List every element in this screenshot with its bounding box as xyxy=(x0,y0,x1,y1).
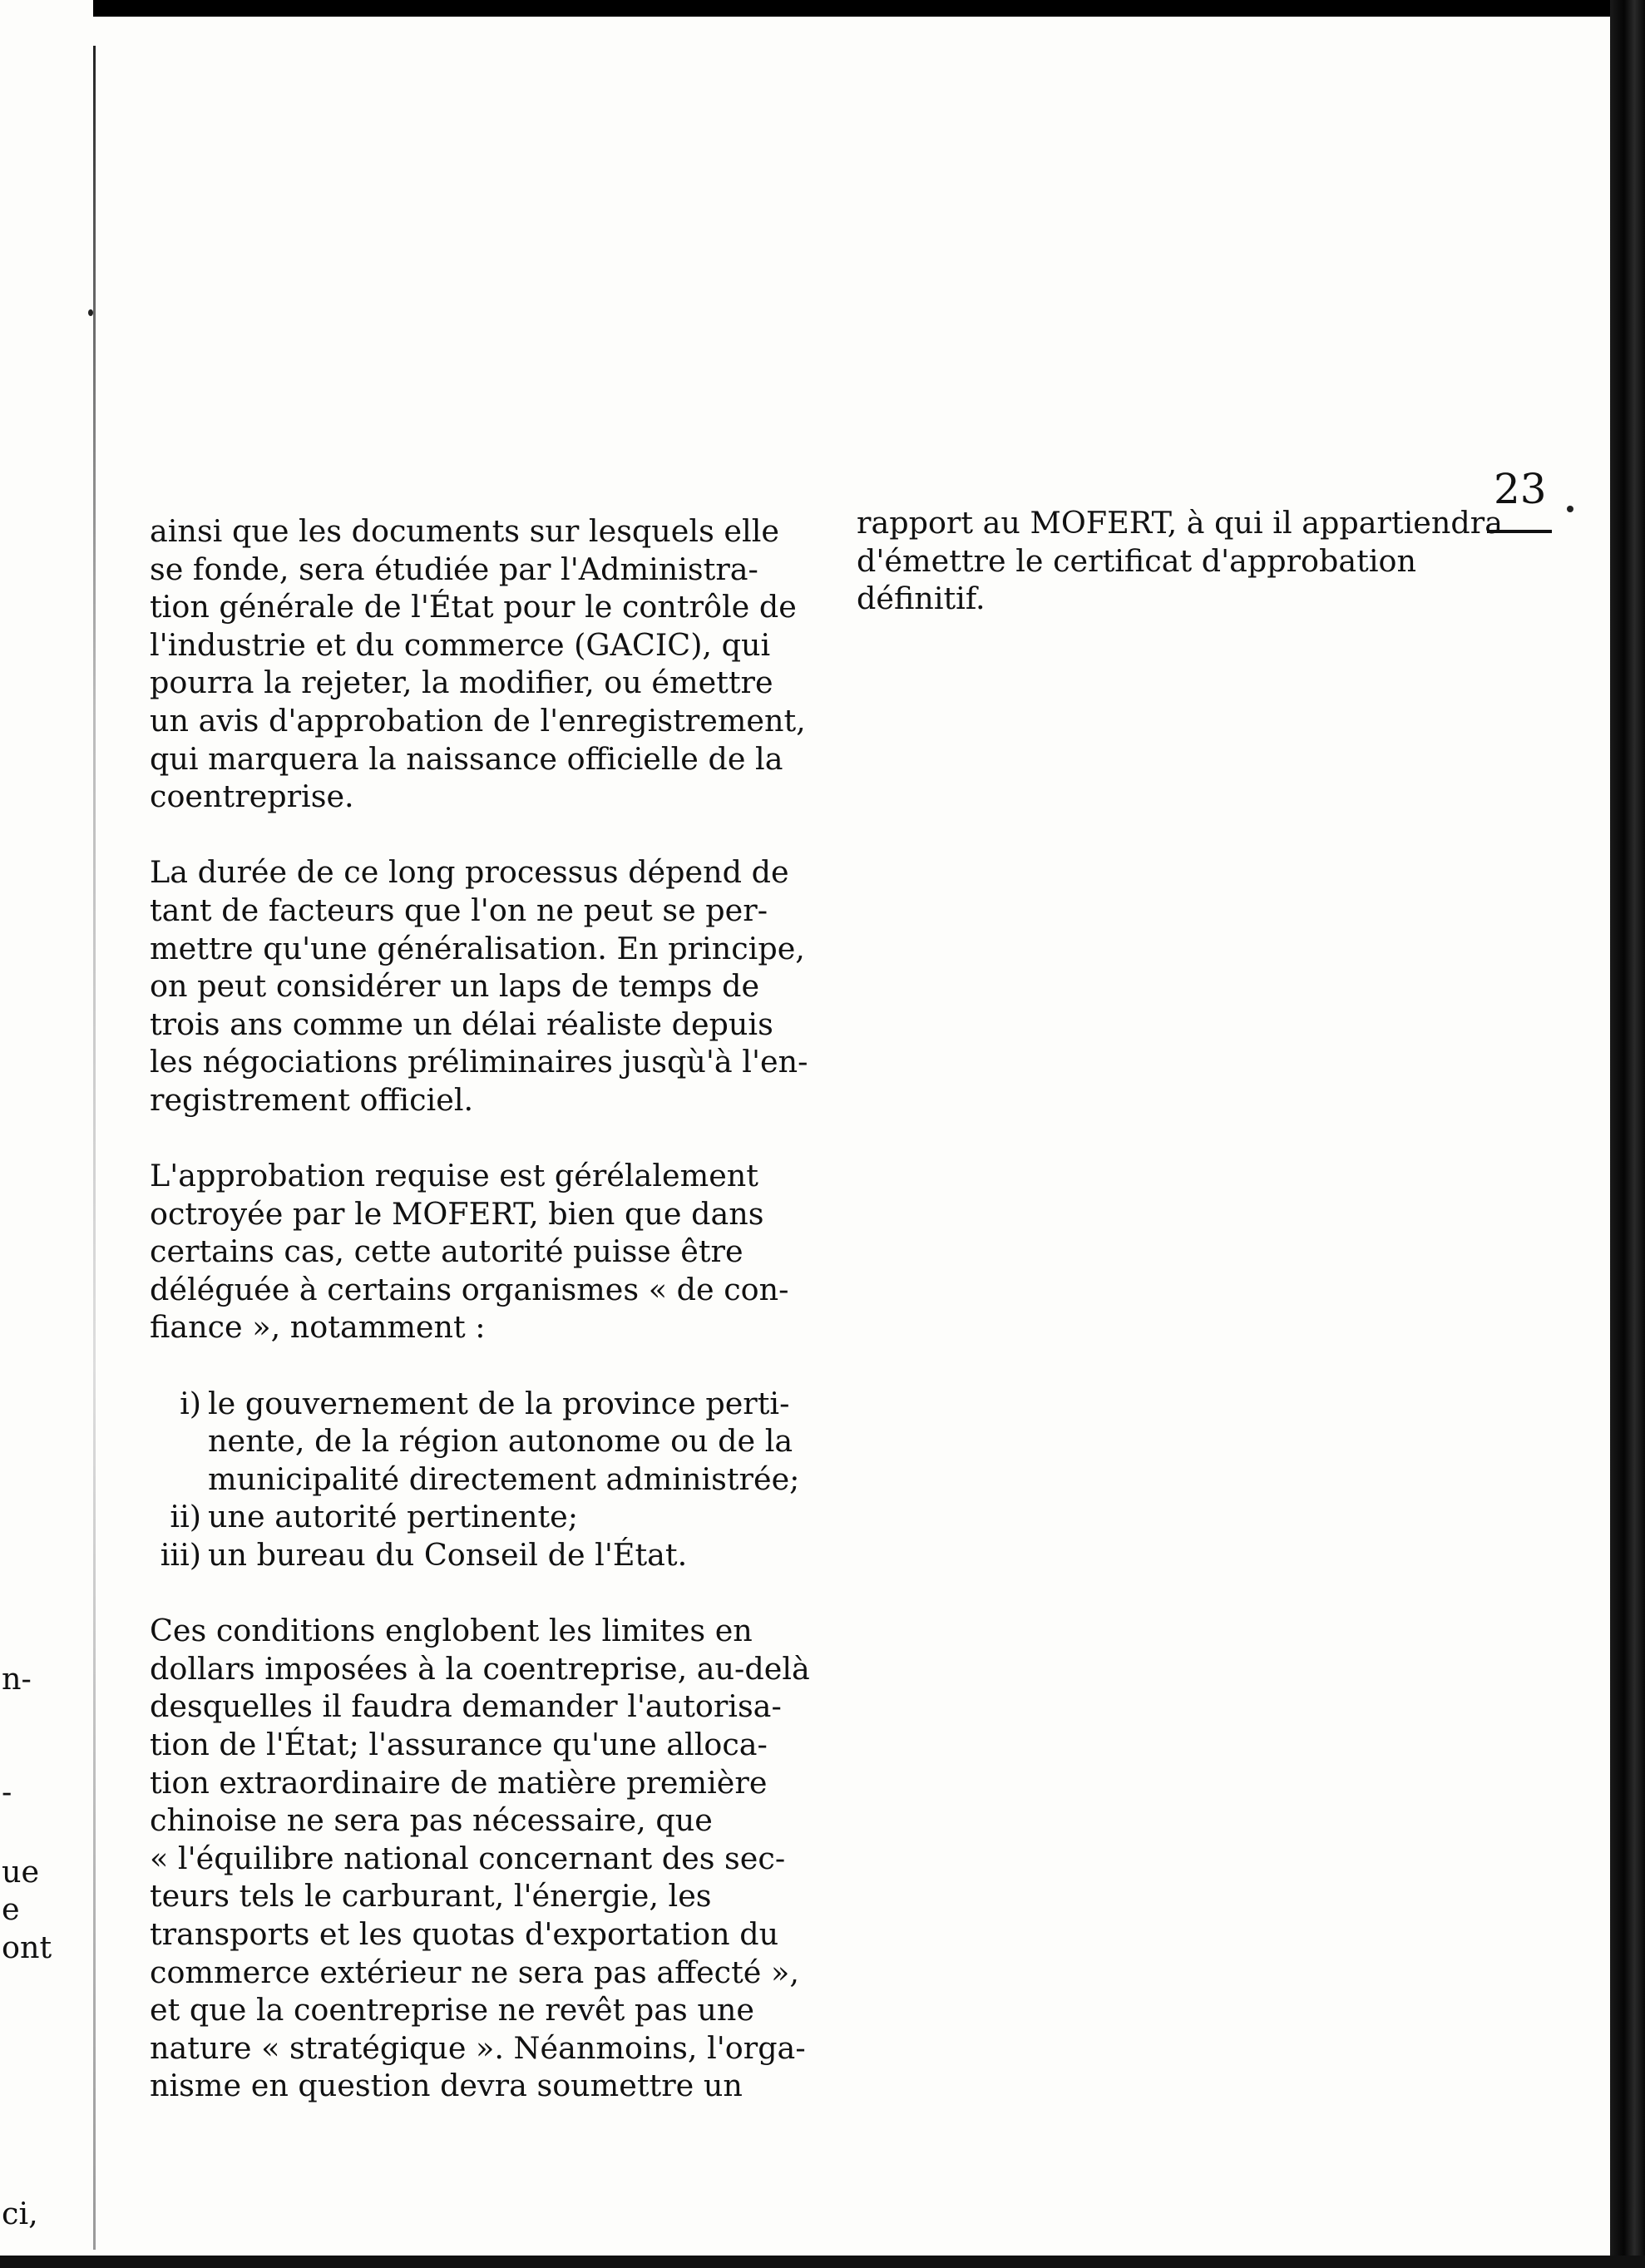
fragment-text: ci, xyxy=(2,2196,38,2231)
text-line: coentreprise. xyxy=(150,778,354,815)
text-line: le gouvernement de la province perti- xyxy=(208,1385,790,1421)
text-line: nature « stratégique ». Néanmoins, l'orga- xyxy=(150,2029,806,2066)
paragraph xyxy=(150,512,810,816)
paragraph xyxy=(150,1612,810,2105)
text-line: et que la coentreprise ne revêt pas une xyxy=(150,1992,754,2028)
text-line: commerce extérieur ne sera pas affecté », xyxy=(150,1954,799,1990)
fragment-text: e xyxy=(2,1891,20,1927)
list-marker: ii) xyxy=(170,1499,201,1535)
text-line: La durée de ce long processus dépend de xyxy=(150,854,789,891)
text-line: Ces conditions englobent les limites en xyxy=(150,1613,753,1649)
text-line: certains cas, cette autorité puisse être xyxy=(150,1233,743,1270)
scan-right-border xyxy=(1610,0,1645,2268)
text-line: les négociations préliminaires jusqù'à l'en- xyxy=(150,1044,808,1080)
scan-speck xyxy=(1567,506,1573,512)
text-line: ainsi que les documents sur lesquels elle xyxy=(150,513,779,549)
text-line: registrement officiel. xyxy=(150,1081,474,1118)
text-line: se fonde, sera étudiée par l'Administra- xyxy=(150,551,758,587)
text-line: un bureau du Conseil de l'État. xyxy=(208,1537,688,1574)
text-line: octroyée par le MOFERT, bien que dans xyxy=(150,1195,764,1232)
paragraph xyxy=(150,1157,810,1346)
text-line: mettre qu'une généralisation. En principe, xyxy=(150,930,805,966)
text-line: déléguée à certains organismes « de con- xyxy=(150,1271,789,1307)
text-line: L'approbation requise est gérélalement xyxy=(150,1158,758,1194)
fragment-text: ont xyxy=(2,1930,52,1965)
text-line: une autorité pertinente; xyxy=(208,1499,579,1535)
text-line: fiance », notamment : xyxy=(150,1309,486,1346)
text-line: l'industrie et du commerce (GACIC), qui xyxy=(150,626,771,663)
text-line: rapport au MOFERT, à qui il appartiendra xyxy=(857,505,1503,541)
text-line: nisme en question devra soumettre un xyxy=(150,2068,743,2104)
text-line: dollars imposées à la coentreprise, au-delà xyxy=(150,1650,810,1687)
text-line: nente, de la région autonome ou de la xyxy=(208,1423,793,1460)
scan-bottom-border xyxy=(0,2256,1645,2268)
paragraph xyxy=(150,853,810,1119)
text-line: trois ans comme un délai réaliste depuis xyxy=(150,1006,773,1042)
text-line: d'émettre le certificat d'approbation xyxy=(857,542,1416,579)
list-item xyxy=(150,1536,810,1574)
page-number: 23 xyxy=(1494,465,1547,513)
text-line: tion extraordinaire de matière première xyxy=(150,1764,768,1801)
right-column xyxy=(857,504,1503,618)
scan-speck xyxy=(88,309,93,316)
fragment-text: ue xyxy=(2,1854,40,1890)
text-line: pourra la rejeter, la modifier, ou émettre xyxy=(150,665,773,701)
text-line: « l'équilibre national concernant des sec- xyxy=(150,1840,786,1876)
list-marker: i) xyxy=(180,1385,201,1421)
text-line: tion générale de l'État pour le contrôle de xyxy=(150,589,797,625)
list-item xyxy=(150,1498,810,1536)
text-line: tion de l'État; l'assurance qu'une alloca- xyxy=(150,1727,768,1762)
list-item xyxy=(150,1385,810,1499)
text-line: desquelles il faudra demander l'autorisa- xyxy=(150,1688,782,1725)
previous-page-edge xyxy=(0,0,93,2268)
text-line: chinoise ne sera pas nécessaire, que xyxy=(150,1802,713,1839)
fragment-text: - xyxy=(2,1774,12,1810)
list-marker: iii) xyxy=(160,1537,201,1574)
book-gutter xyxy=(93,46,96,2250)
text-line: tant de facteurs que l'on ne peut se per- xyxy=(150,892,768,928)
text-line: un avis d'approbation de l'enregistrement, xyxy=(150,702,806,739)
text-line: teurs tels le carburant, l'énergie, les xyxy=(150,1878,712,1915)
text-line: définitif. xyxy=(857,581,986,617)
text-line: municipalité directement administrée; xyxy=(208,1460,800,1497)
fragment-text: n- xyxy=(2,1661,32,1697)
text-line: qui marquera la naissance officielle de la xyxy=(150,740,783,777)
left-column xyxy=(150,512,810,2143)
text-line: on peut considérer un laps de temps de xyxy=(150,968,760,1005)
enumerated-list xyxy=(150,1385,810,1574)
text-line: transports et les quotas d'exportation du xyxy=(150,1915,779,1952)
